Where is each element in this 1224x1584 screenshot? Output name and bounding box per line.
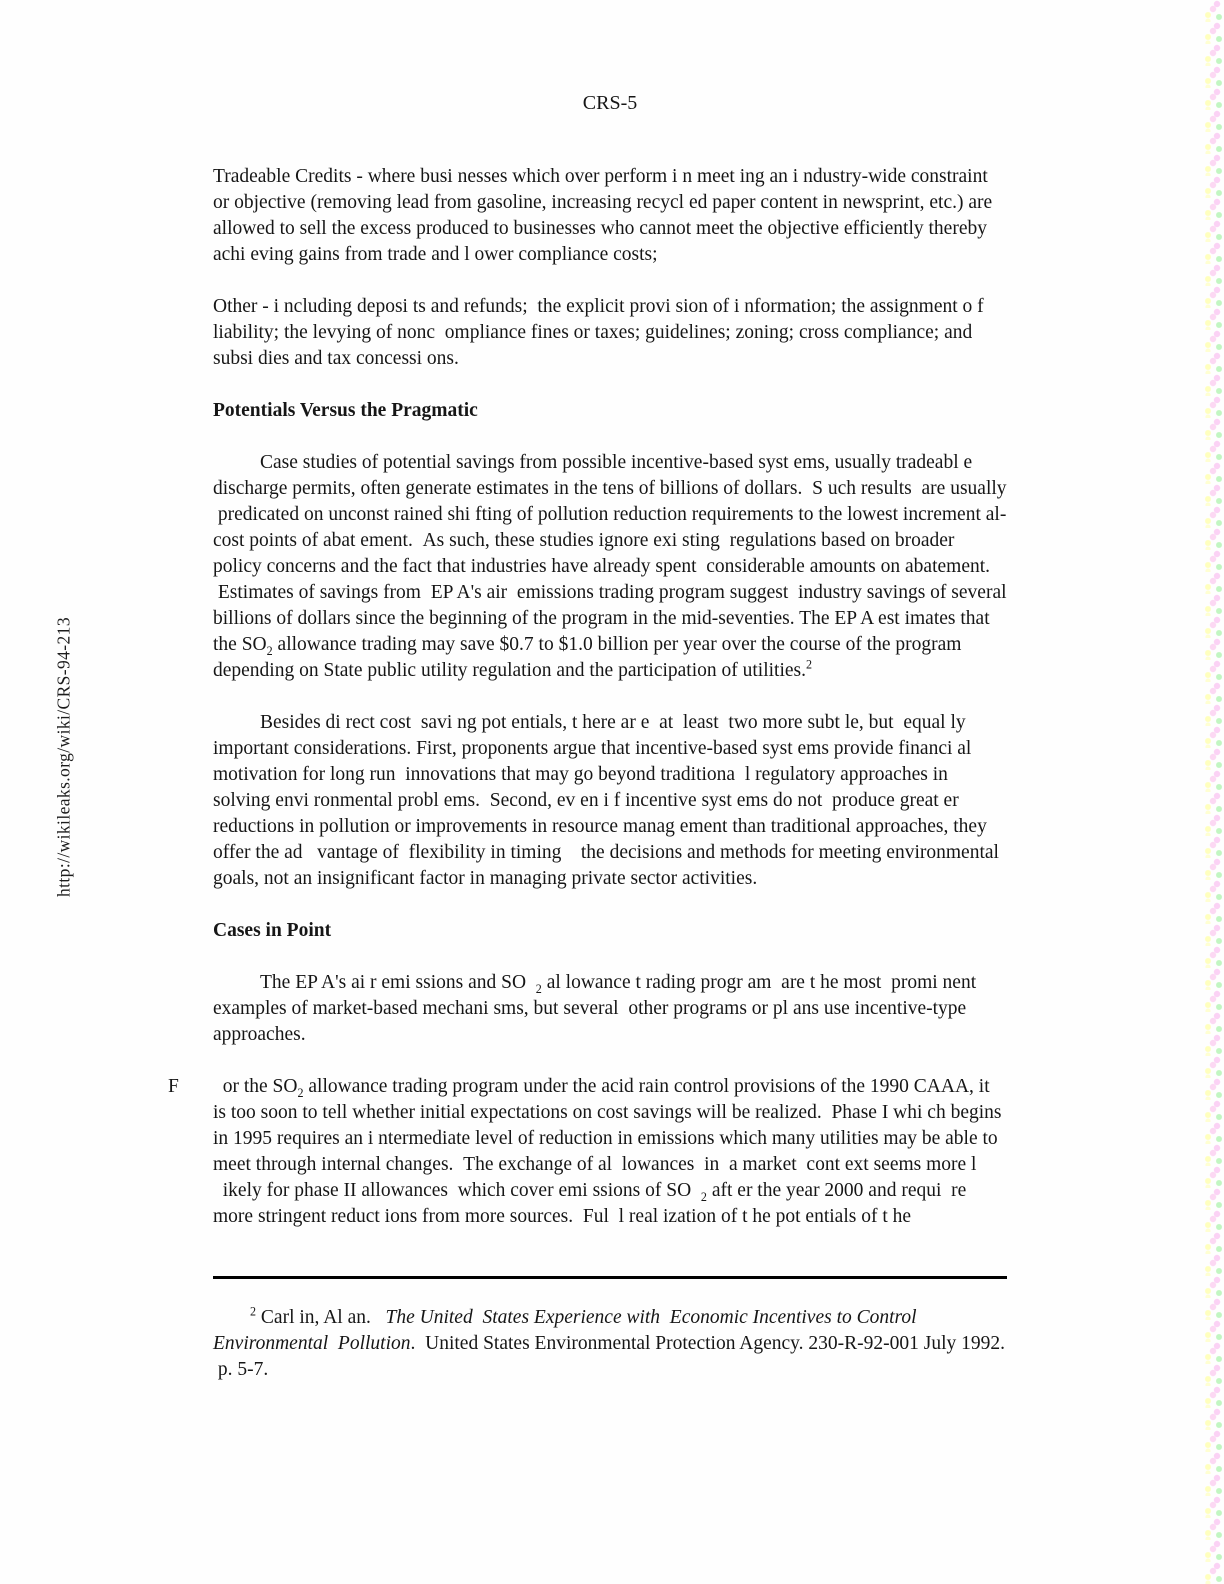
pastel-dot-watermark-strip xyxy=(1204,0,1224,1584)
paragraph-case-studies: Case studies of potential savings from possible incentive-based syst ems, usually tradeabl e discharge permits, often generate estimates in the tens of billions of dollars. S uch results are usually predicated on unconst rained shi fting of pollution reduction requirements to the lowest increment al-cost points of abat ement. As such, these studies ignore exi sting regulations based on broader policy concerns and the fact that industries have already spent considerable amounts on abatement. Estimates of savings from EP A's air emissions trading program suggest industry savings of several billions of dollars since the beginning of the program in the mid-seventies. The EP A est imates that the $SO_2$ allowance trading may save $0.7 to $1.0 billion per year over the course of the program depending on State public utility regulation and the participation of utilities.$^2$ xyxy=(213,452,1007,681)
heading-potentials-versus-the-pragmatic: Potentials Versus the Pragmatic xyxy=(213,400,478,421)
document-content xyxy=(168,90,1007,1409)
paragraph-so2-allowance-program: F or the $SO_2$ allowance trading program under the acid rain control provisions of the 1990 CAAA, it is too soon to tell whether initial expectations on cost savings will be realized. Phase I whi ch begins in 1995 requires an i ntermediate level of reduction in emissions which many utilities may be able to meet through internal changes. The exchange of al lowances in a market cont ext seems more l ikely for phase II allowances which cover emi ssions of SO $_2$ aft er the year 2000 and requi re more stringent reduct ions from more sources. Ful l real ization of t he pot entials of t he xyxy=(168,1076,1002,1227)
heading-cases-in-point: Cases in Point xyxy=(213,920,332,941)
paragraph-epa-air-emissions: The EP A's ai r emi ssions and SO $_2$ al lowance t rading progr am are t he most promi nent examples of market-based mechani sms, but several other programs or pl ans use incentive-type approaches. xyxy=(213,972,977,1045)
document-blocks xyxy=(168,164,1007,1383)
footnote-2-carlin: $^2$ Carl in, Al an. The United States Experience with Economic Incentives to Control Environmental Pollution. United States Environmental Protection Agency. 230-R-92-001 July 1992. p. 5-7. xyxy=(213,1304,1005,1380)
paragraph-besides-direct-cost: Besides di rect cost savi ng pot entials, t here ar e at least two more subt le, but equal ly important considerations. First, proponents argue that incentive-based syst ems provide financi al motivation for long run innovations that may go beyond traditiona l regulatory approaches in solving envi ronmental probl ems. Second, ev en i f incentive syst ems do not produce great er reductions in pollution or improvements in resource manag ement than traditional approaches, they offer the ad vantage of flexibility in timing the decisions and methods for meeting environmental goals, not an insignificant factor in managing private sector activities. xyxy=(213,712,999,889)
watermark-url: http://wikileaks.org/wiki/CRS-94-213 xyxy=(53,617,74,897)
footnote-rule xyxy=(213,1276,1007,1279)
paragraph-other: Other - i ncluding deposi ts and refunds; the explicit provi sion of i nformation; the assignment o f liability; the levying of nonc ompliance fines or taxes; guidelines; zoning; cross compliance; and subsi dies and tax concessi ons. xyxy=(213,296,984,369)
paragraph-tradeable-credits: Tradeable Credits - where busi nesses which over perform i n meet ing an i ndustry-wide constraint or objective (removing lead from gasoline, increasing recycl ed paper content in newsprint, etc.) are allowed to sell the excess produced to businesses who cannot meet the objective efficiently thereby achi eving gains from trade and l ower compliance costs; xyxy=(213,166,993,265)
page-header: CRS-5 xyxy=(582,92,638,114)
